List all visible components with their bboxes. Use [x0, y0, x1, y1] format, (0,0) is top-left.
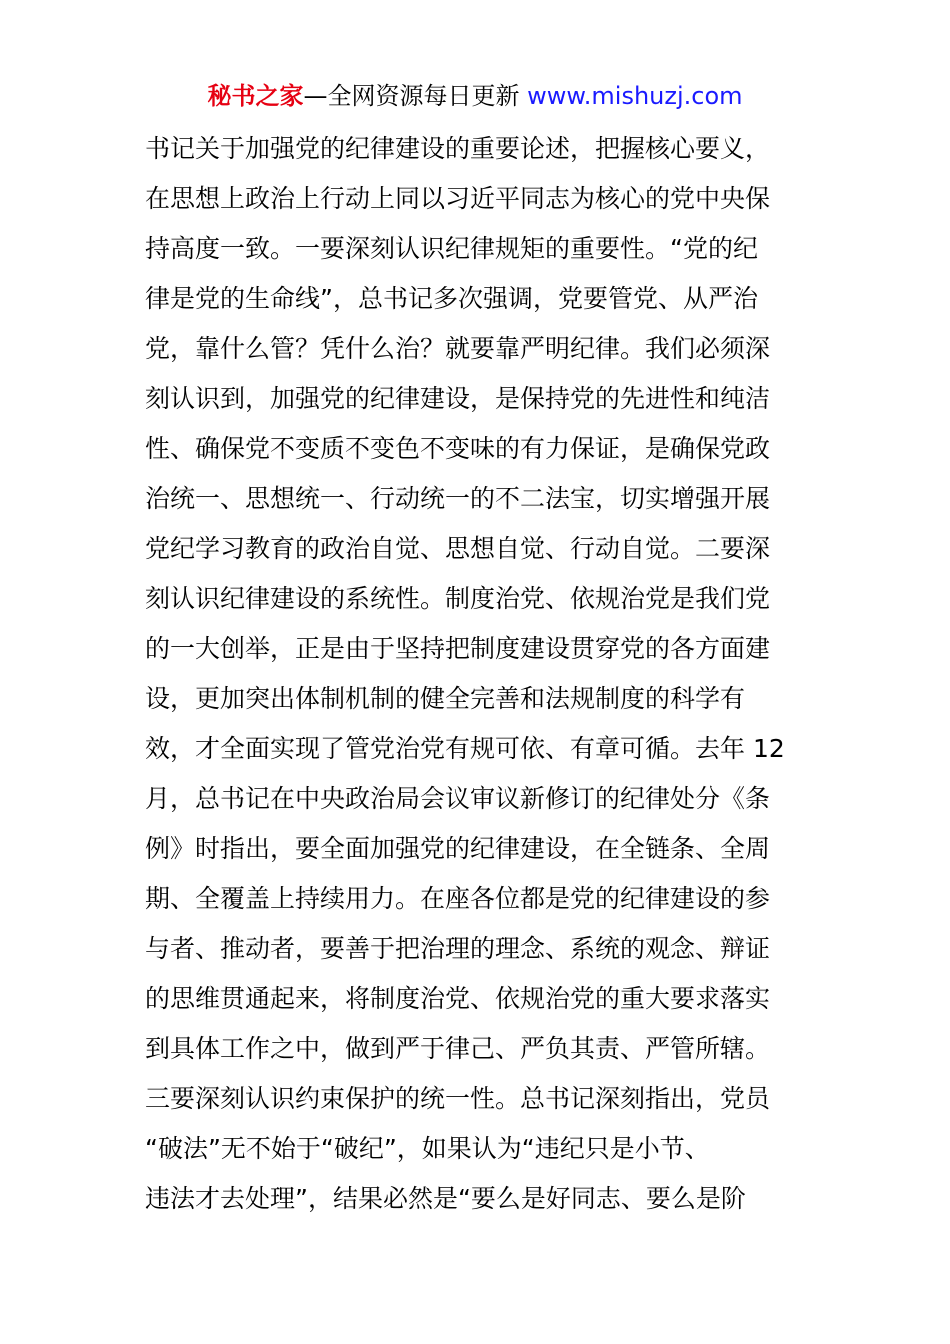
text-line: 刻认识纪律建设的系统性。制度治党、依规治党是我们党	[145, 584, 771, 613]
text-line: 党纪学习教育的政治自觉、思想自觉、行动自觉。二要深	[145, 534, 771, 563]
text-line: 三要深刻认识约束保护的统一性。总书记深刻指出，党员	[145, 1084, 771, 1113]
text-line: “破法”无不始于“破纪”，如果认为“违纪只是小节、	[145, 1134, 710, 1163]
text-line: 月，总书记在中央政治局会议审议新修订的纪律处分《条	[145, 784, 771, 813]
text-line: 党，靠什么管？凭什么治？就要靠严明纪律。我们必须深	[145, 334, 771, 363]
text-line: 例》时指出，要全面加强党的纪律建设，在全链条、全周	[145, 834, 771, 863]
text-line: 性、确保党不变质不变色不变味的有力保证，是确保党政	[145, 434, 771, 463]
text-line: 与者、推动者，要善于把治理的理念、系统的观念、辩证	[145, 934, 771, 963]
text-line: 的一大创举，正是由于坚持把制度建设贯穿党的各方面建	[145, 634, 771, 663]
text-line: 违法才去处理”，结果必然是“要么是好同志、要么是阶	[145, 1184, 746, 1213]
site-tagline: —全网资源每日更新	[303, 82, 520, 110]
text-line: 书记关于加强党的纪律建设的重要论述，把握核心要义，	[145, 134, 771, 163]
text-line: 持高度一致。一要深刻认识纪律规矩的重要性。“党的纪	[145, 234, 758, 263]
site-header	[0, 78, 950, 114]
site-brand: 秘书之家	[207, 82, 304, 110]
text-line: 律是党的生命线”，总书记多次强调，党要管党、从严治	[145, 284, 758, 313]
text-line: 设，更加突出体制机制的健全完善和法规制度的科学有	[145, 684, 746, 713]
text-line: 期、全覆盖上持续用力。在座各位都是党的纪律建设的参	[145, 884, 771, 913]
text-line: 在思想上政治上行动上同以习近平同志为核心的党中央保	[145, 184, 771, 213]
text-line: 效，才全面实现了管党治党有规可依、有章可循。去年 12	[145, 734, 785, 763]
text-line: 刻认识到，加强党的纪律建设，是保持党的先进性和纯洁	[145, 384, 771, 413]
site-url-link[interactable]: www.mishuzj.com	[527, 82, 743, 110]
text-line: 到具体工作之中，做到严于律己、严负其责、严管所辖。	[145, 1034, 771, 1063]
text-line: 治统一、思想统一、行动统一的不二法宝，切实增强开展	[145, 484, 771, 513]
document-body	[145, 124, 815, 1224]
text-line: 的思维贯通起来，将制度治党、依规治党的重大要求落实	[145, 984, 771, 1013]
